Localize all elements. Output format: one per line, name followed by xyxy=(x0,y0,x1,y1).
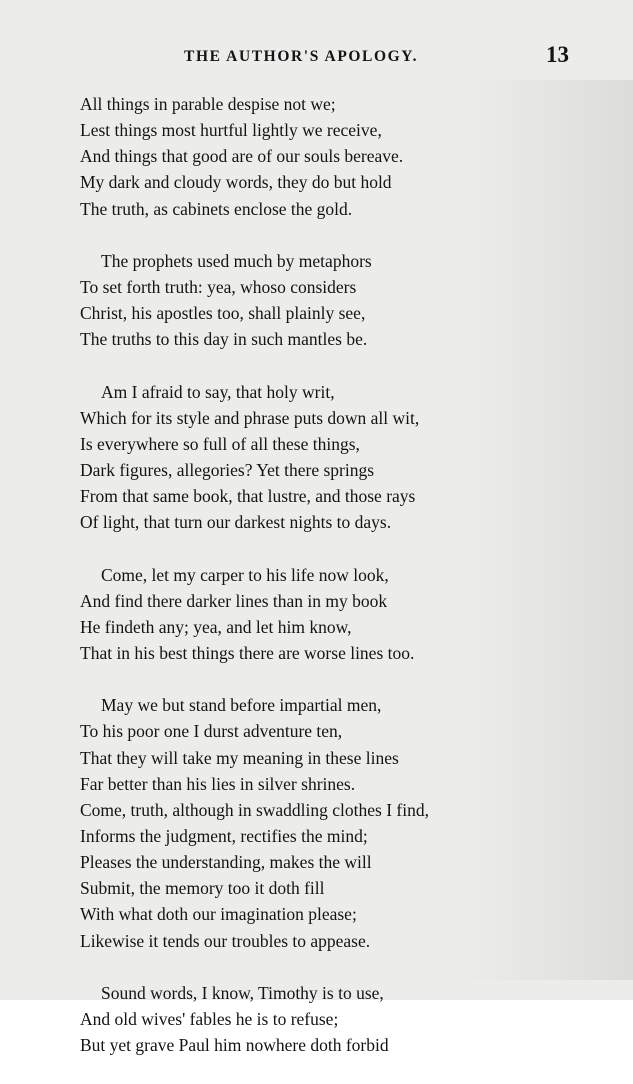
verse-line: The truths to this day in such mantles be. xyxy=(80,329,368,350)
stanza xyxy=(80,379,530,536)
verse-line: Is everywhere so full of all these things, xyxy=(80,433,360,454)
verse-line: And old wives' fables he is to refuse; xyxy=(80,1008,339,1029)
verse-line: To his poor one I durst adventure ten, xyxy=(80,721,343,742)
verse-line: Dark figures, allegories? Yet there springs xyxy=(80,459,375,480)
verse-line: Sound words, I know, Timothy is to use, xyxy=(101,982,384,1003)
poem-text xyxy=(80,91,530,1084)
verse-line: And things that good are of our souls bereave. xyxy=(80,146,404,167)
verse-line: The truth, as cabinets enclose the gold. xyxy=(80,198,353,219)
verse-line: To set forth truth: yea, whoso considers xyxy=(80,276,357,297)
verse-line: With what doth our imagination please; xyxy=(80,904,357,925)
stanza xyxy=(80,692,530,953)
stanza xyxy=(80,562,530,667)
verse-line: He findeth any; yea, and let him know, xyxy=(80,616,352,637)
verse-line: May we but stand before impartial men, xyxy=(101,695,382,716)
verse-line: Lest things most hurtful lightly we receive, xyxy=(80,120,382,141)
verse-line: Come, let my carper to his life now look, xyxy=(101,564,389,585)
verse-line: Informs the judgment, rectifies the mind; xyxy=(80,825,368,846)
verse-line: But yet grave Paul him nowhere doth forbid xyxy=(80,1035,389,1056)
verse-line: And find there darker lines than in my book xyxy=(80,590,388,611)
verse-line: Pleases the understanding, makes the will xyxy=(80,852,372,873)
stanza xyxy=(80,248,530,353)
verse-line: The prophets used much by metaphors xyxy=(101,250,372,271)
verse-line: Christ, his apostles too, shall plainly see, xyxy=(80,303,366,324)
verse-line: That they will take my meaning in these lines xyxy=(80,747,399,768)
stanza xyxy=(80,980,530,1058)
running-head: THE AUTHOR'S APOLOGY. xyxy=(184,48,419,65)
verse-line: Which for its style and phrase puts down all wit, xyxy=(80,407,420,428)
verse-line: My dark and cloudy words, they do but hold xyxy=(80,172,392,193)
page-header xyxy=(0,42,633,72)
verse-line: That in his best things there are worse lines too. xyxy=(80,642,415,663)
verse-line: Likewise it tends our troubles to appease. xyxy=(80,930,371,951)
verse-line: All things in parable despise not we; xyxy=(80,94,336,114)
verse-line: Submit, the memory too it doth fill xyxy=(80,878,325,899)
verse-line: Far better than his lies in silver shrines. xyxy=(80,773,356,794)
stanza xyxy=(80,91,530,222)
page-number: 13 xyxy=(546,42,569,67)
verse-line: From that same book, that lustre, and those rays xyxy=(80,486,416,507)
verse-line: Of light, that turn our darkest nights to days. xyxy=(80,512,392,533)
verse-line: Come, truth, although in swaddling clothes I find, xyxy=(80,799,429,820)
verse-line: Am I afraid to say, that holy writ, xyxy=(101,381,335,402)
